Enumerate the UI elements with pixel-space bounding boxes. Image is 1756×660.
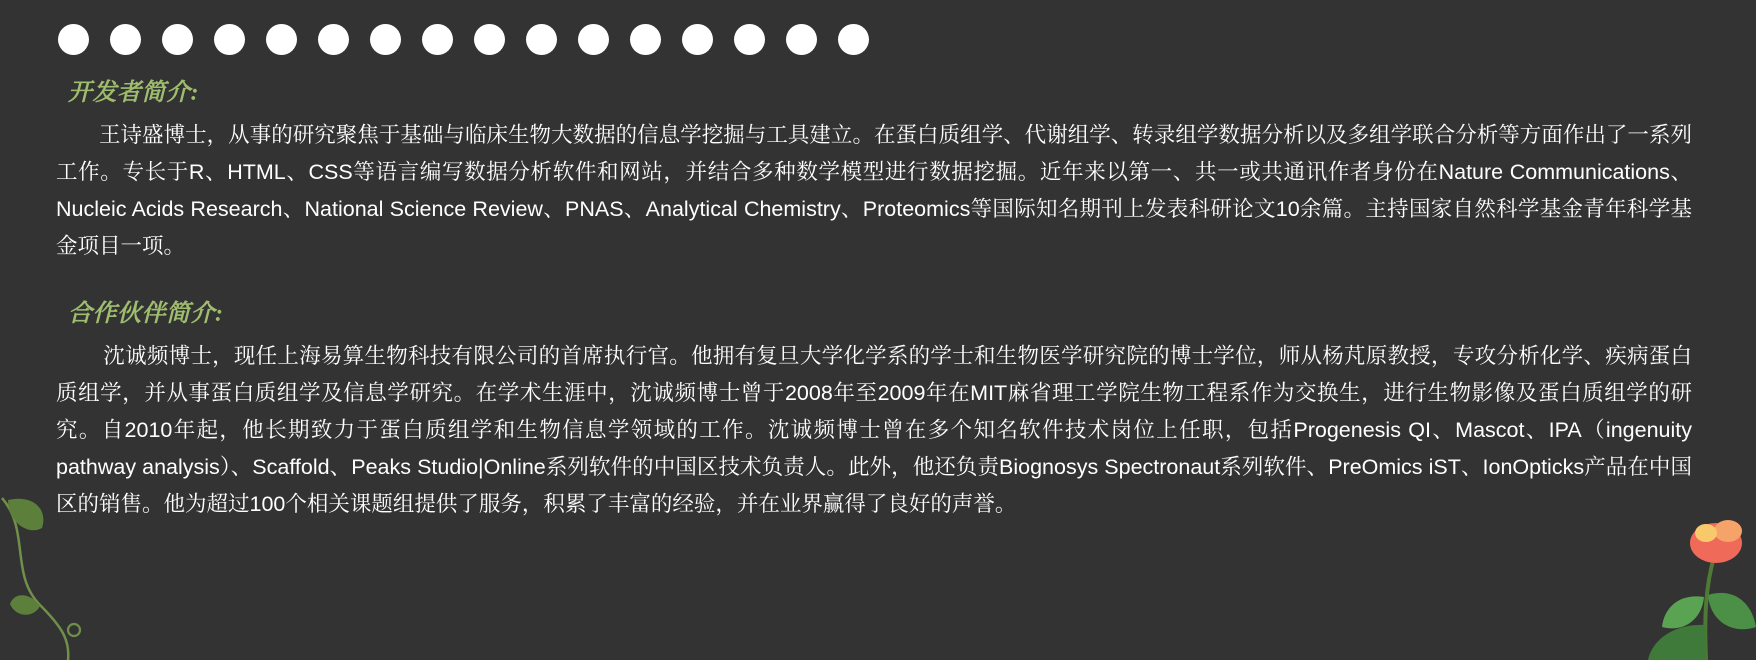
dot-icon xyxy=(682,24,713,55)
dot-icon xyxy=(838,24,869,55)
developer-section-body: 王诗盛博士，从事的研究聚焦于基础与临床生物大数据的信息学挖掘与工具建立。在蛋白质组学、代谢组学、转录组学数据分析以及多组学联合分析等方面作出了一系列工作。专长于R、HTML、CSS等语言编写数据分析软件和网站，并结合多种数学模型进行数据挖掘。近年来以第一、共一或共通讯作者身份在Nature Communications、Nucleic Acids Research、National Science Review、PNAS、Analytical Chemistry、Proteomics等国际知名期刊上发表科研论文10余篇。主持国家自然科学基金青年科学基金项目一项。 xyxy=(56,123,1692,258)
developer-section-title: 开发者简介: xyxy=(68,80,199,106)
dot-icon xyxy=(162,24,193,55)
partner-section-title: 合作伙伴简介: xyxy=(68,301,224,327)
dot-icon xyxy=(58,24,89,55)
dot-icon xyxy=(214,24,245,55)
dot-decoration-row xyxy=(58,24,869,55)
slide-content xyxy=(56,72,1696,523)
dot-icon xyxy=(630,24,661,55)
dot-icon xyxy=(786,24,817,55)
dot-icon xyxy=(578,24,609,55)
dot-icon xyxy=(110,24,141,55)
dot-icon xyxy=(266,24,297,55)
dot-icon xyxy=(734,24,765,55)
dot-icon xyxy=(370,24,401,55)
dot-icon xyxy=(526,24,557,55)
partner-section-body: 沈诚频博士，现任上海易算生物科技有限公司的首席执行官。他拥有复旦大学化学系的学士和生物医学研究院的博士学位，师从杨芃原教授，专攻分析化学、疾病蛋白质组学，并从事蛋白质组学及信息学研究。在学术生涯中，沈诚频博士曾于2008年至2009年在MIT麻省理工学院生物工程系作为交换生，进行生物影像及蛋白质组学的研究。自2010年起，他长期致力于蛋白质组学和生物信息学领域的工作。沈诚频博士曾在多个知名软件技术岗位上任职，包括Progenesis QI、Mascot、IPA（ingenuity pathway analysis）、Scaffold、Peaks Studio|Online系列软件的中国区技术负责人。此外，他还负责Biognosys Spectronaut系列软件、PreOmics iST、IonOpticks产品在中国区的销售。他为超过100个相关课题组提供了服务，积累了丰富的经验，并在业界赢得了良好的声誉。 xyxy=(56,344,1692,516)
dot-icon xyxy=(422,24,453,55)
dot-icon xyxy=(318,24,349,55)
dot-icon xyxy=(474,24,505,55)
